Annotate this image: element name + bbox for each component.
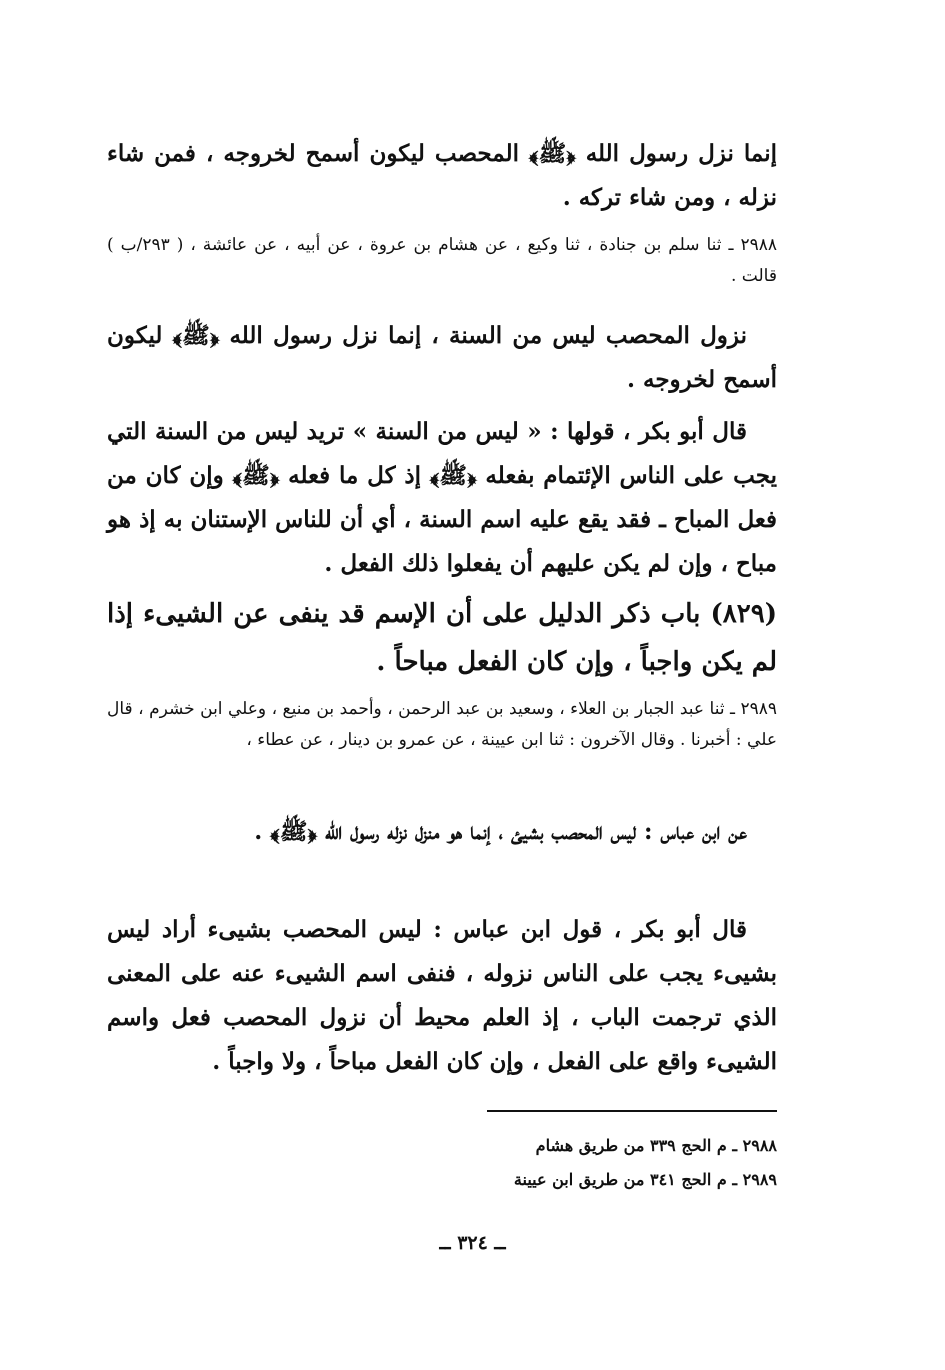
paragraph-1: إنما نزل رسول الله ﴿ﷺ﴾ المحصب ليكون أسمح لخروجه ، فمن شاء نزله ، ومن شاء تركه . [107, 140, 777, 211]
paragraph-ibn-abbas: عن ابن عباس : ليس المحصب بشيئ ، إنما هو منزل نزله رسول الله ﴿ﷺ﴾ . [254, 818, 747, 845]
footnote-2989: ٢٩٨٩ ـ م الحج ٣٤١ من طريق ابن عيينة [513, 1170, 777, 1189]
hadith-chain-2989: ٢٩٨٩ ـ ثنا عبد الجبار بن العلاء ، وسعيد بن عبد الرحمن ، وأحمد بن منيع ، وعلي ابن خشرم ، قال علي : أخبرنا . وقال الآخرون : ثنا ابن عيينة ، عن عمرو بن دينار ، عن عطاء ، [107, 699, 777, 750]
hadith-chain-2988: ٢٩٨٨ ـ ثنا سلم بن جنادة ، ثنا وكيع ، عن هشام بن عروة ، عن أبيه ، عن عائشة ، ( ٢٩٣/ب ) قالت . [107, 235, 777, 286]
footnote-2988: ٢٩٨٨ ـ م الحج ٣٣٩ من طريق هشام [535, 1136, 777, 1155]
paragraph-2988-text: نزول المحصب ليس من السنة ، إنما نزل رسول الله ﴿ﷺ﴾ ليكون أسمح لخروجه . [107, 322, 777, 393]
footnote-divider [487, 1110, 777, 1112]
chapter-heading-829: (٨٢٩) باب ذكر الدليل على أن الإسم قد ينفى عن الشيىء إذا لم يكن واجباً ، وإن كان الفعل مباحاً . [107, 599, 777, 677]
paragraph-abu-bakr-comment-2: قال أبو بكر ، قول ابن عباس : ليس المحصب بشيىء أراد ليس بشيىء يجب على الناس نزوله ، فنفى اسم الشيىء عنه على المعنى الذي ترجمت الباب ، إذ العلم محيط أن نزول المحصب فعل واسم الشيىء واقع على الفعل ، وإن كان الفعل مباحاً ، ولا واجباً . [107, 916, 777, 1075]
page-number: ــ ٣٢٤ ــ [439, 1232, 506, 1254]
paragraph-abu-bakr-comment-1: قال أبو بكر ، قولها : « ليس من السنة » تريد ليس من السنة التي يجب على الناس الإئتمام بفعله ﴿ﷺ﴾ إذ كل ما فعله ﴿ﷺ﴾ وإن كان من فعل المباح ـ فقد يقع عليه اسم السنة ، أي أن للناس الإستنان به إذ هو مباح ، وإن لم يكن عليهم أن يفعلوا ذلك الفعل . [107, 418, 777, 577]
